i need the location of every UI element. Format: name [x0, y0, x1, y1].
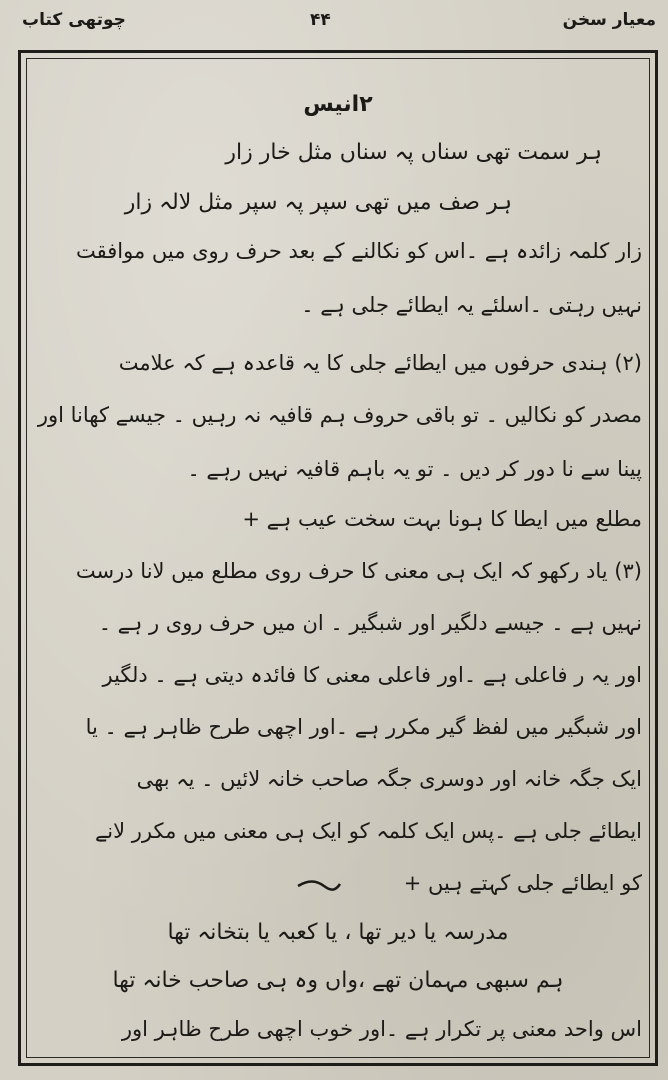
body-line: (۳) یاد رکھو کہ ایک ہی معنی کا حرف روی مطلع میں لانا درست	[75, 559, 642, 583]
body-line: مصدر کو نکالیں ۔ تو باقی حروف ہم قافیہ نہ رہیں ۔ جیسے کھانا اور	[37, 403, 642, 427]
running-title: معیار سخن	[562, 10, 656, 30]
body-line: زار کلمہ زائدہ ہے ۔اس کو نکالنے کے بعد حرف روی میں موافقت	[75, 239, 642, 263]
body-line: کو ایطائے جلی کہتے ہیں +	[403, 871, 642, 895]
poet-heading: ۲انیس	[303, 92, 373, 117]
body-line: اور یہ ر فاعلی ہے ۔اور فاعلی معنی کا فائدہ دیتی ہے ۔ دلگیر	[102, 663, 642, 687]
body-line: پینا سے نا دور کر دیں ۔ تو یہ باہم قافیہ نہیں رہے ۔	[187, 457, 642, 481]
section-end-flourish-icon	[296, 878, 342, 892]
verse-line: ہم سبھی مہمان تھے ،واں وہ ہی صاحب خانہ تھا	[112, 968, 564, 993]
body-line: اور شبگیر میں لفظ گیر مکرر ہے ۔اور اچھی طرح ظاہر ہے ۔ یا	[85, 715, 642, 739]
page-number: ۴۴	[310, 10, 331, 30]
body-line: نہیں ہے ۔ جیسے دلگیر اور شبگیر ۔ ان میں حرف روی ر ہے ۔	[98, 611, 642, 635]
body-line: (۲) ہندی حرفوں میں ایطائے جلی کا یہ قاعدہ ہے کہ علامت	[118, 351, 642, 375]
body-line: مطلع میں ایطا کا ہونا بہت سخت عیب ہے +	[242, 507, 642, 531]
body-line: اس واحد معنی پر تکرار ہے ۔اور خوب اچھی طرح ظاہر اور	[121, 1017, 642, 1041]
verse-line: مدرسہ یا دیر تھا ، یا کعبہ یا بتخانہ تھا	[167, 920, 509, 945]
text-block	[34, 72, 642, 1052]
verse-line: ہر سمت تھی سناں پہ سناں مثل خار زار	[225, 140, 602, 165]
verse-line: ہر صف میں تھی سپر پہ سپر مثل لالہ زار	[124, 190, 512, 215]
page-header	[0, 4, 668, 44]
body-line: ایطائے جلی ہے ۔پس ایک کلمہ کو ایک ہی معنی میں مکرر لانے	[94, 819, 642, 843]
book-part-label: چوتھی کتاب	[22, 10, 126, 30]
body-line: ایک جگہ خانہ اور دوسری جگہ صاحب خانہ لائیں ۔ یہ بھی	[136, 767, 642, 791]
body-line: نہیں رہتی ۔اسلئے یہ ایطائے جلی ہے ۔	[301, 293, 642, 317]
